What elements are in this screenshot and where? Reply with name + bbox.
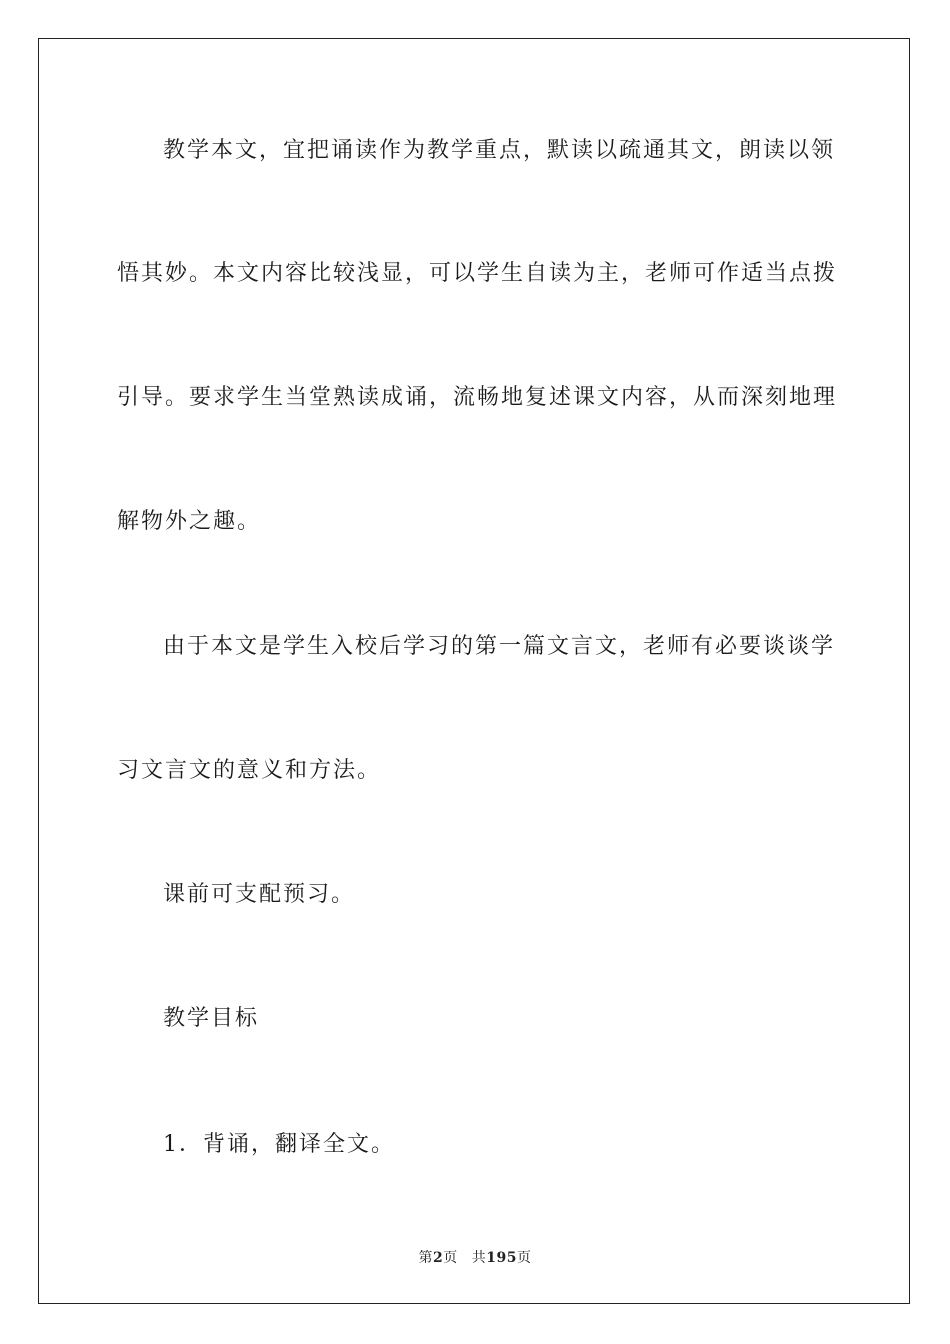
paragraph-1-line-4: 解物外之趣。 <box>117 509 262 534</box>
page-footer <box>0 1247 950 1267</box>
total-suffix: 页 <box>516 1250 532 1266</box>
page-suffix: 页 <box>443 1250 458 1266</box>
page-prefix: 第 <box>418 1250 433 1266</box>
total-pages: 195 <box>486 1250 517 1266</box>
section-heading: 教学目标 <box>163 1006 260 1031</box>
paragraph-1-line-1: 教学本文，宜把诵读作为教学重点，默读以疏通其文，朗读以领 <box>163 138 836 163</box>
paragraph-1-line-2: 悟其妙。本文内容比较浅显，可以学生自读为主，老师可作适当点拨 <box>117 261 838 286</box>
paragraph-2-line-2: 习文言文的意义和方法。 <box>117 758 382 783</box>
page-number: 2 <box>433 1250 444 1266</box>
page-border <box>38 38 910 1304</box>
paragraph-3: 课前可支配预习。 <box>163 882 356 907</box>
list-item-1: 1．背诵，翻译全文。 <box>163 1132 395 1157</box>
paragraph-1-line-3: 引导。要求学生当堂熟读成诵，流畅地复述课文内容，从而深刻地理 <box>117 385 838 410</box>
total-prefix: 共 <box>471 1250 487 1266</box>
paragraph-2-line-1: 由于本文是学生入校后学习的第一篇文言文，老师有必要谈谈学 <box>163 634 836 659</box>
